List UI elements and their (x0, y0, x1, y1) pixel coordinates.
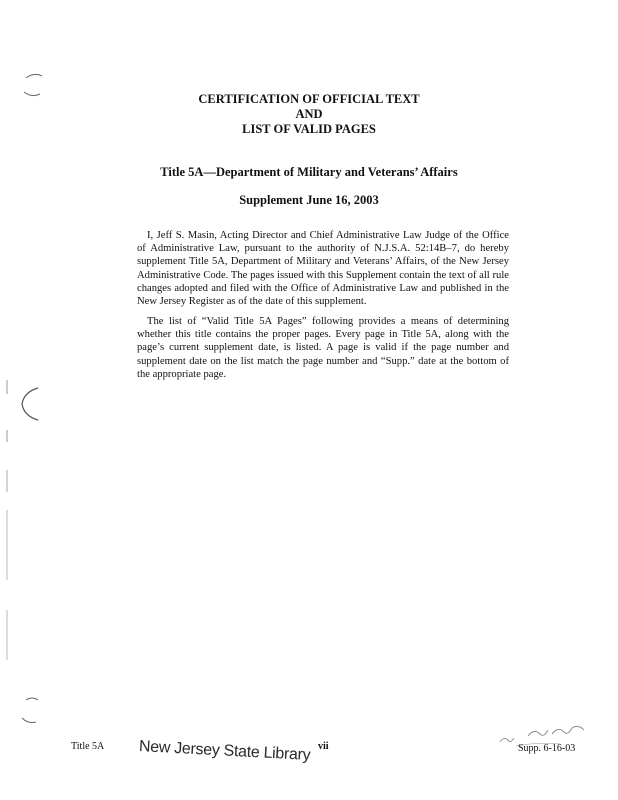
supplement-date-heading: Supplement June 16, 2003 (239, 193, 379, 207)
footer-supplement-date: Supp. 6-16-03 (518, 743, 576, 754)
library-stamp: New Jersey State Library (138, 738, 311, 764)
footer-title: Title 5A (71, 741, 105, 752)
footer-page-number: vii (318, 741, 329, 752)
heading-line-1: CERTIFICATION OF OFFICIAL TEXT (198, 92, 420, 106)
title-heading: Title 5A—Department of Military and Veterans’ Affairs (160, 165, 458, 179)
certification-paragraph: I, Jeff S. Masin, Acting Director and Chief Administrative Law Judge of the Office of Administrative Law, pursuant to the authority of N.J.S.A. 52:14B–7, do hereby supplement Title 5A, Department of Military and Veterans’ Affairs, of the New Jersey Administrative Code. The pages issued with this Supplement contain the text of all rule changes adopted and filed with the Office of Administrative Law and published in the New Jersey Register as of the date of this supplement. (137, 230, 509, 308)
punch-hole-mark-bottom (18, 694, 50, 728)
punch-hole-mark-middle (16, 384, 50, 424)
heading-line-3: LIST OF VALID PAGES (242, 122, 376, 136)
certification-heading (0, 92, 618, 137)
edge-scan-marks (4, 380, 12, 680)
heading-line-2: AND (295, 107, 323, 121)
valid-pages-paragraph: The list of “Valid Title 5A Pages” following provides a means of determining whether this title contains the proper pages. Every page in Title 5A, along with the page’s current supplement date, is listed. A page is valid if the page number and supplement date on the list match the page number and “Supp.” date at the bottom of the appropriate page. (137, 316, 509, 380)
